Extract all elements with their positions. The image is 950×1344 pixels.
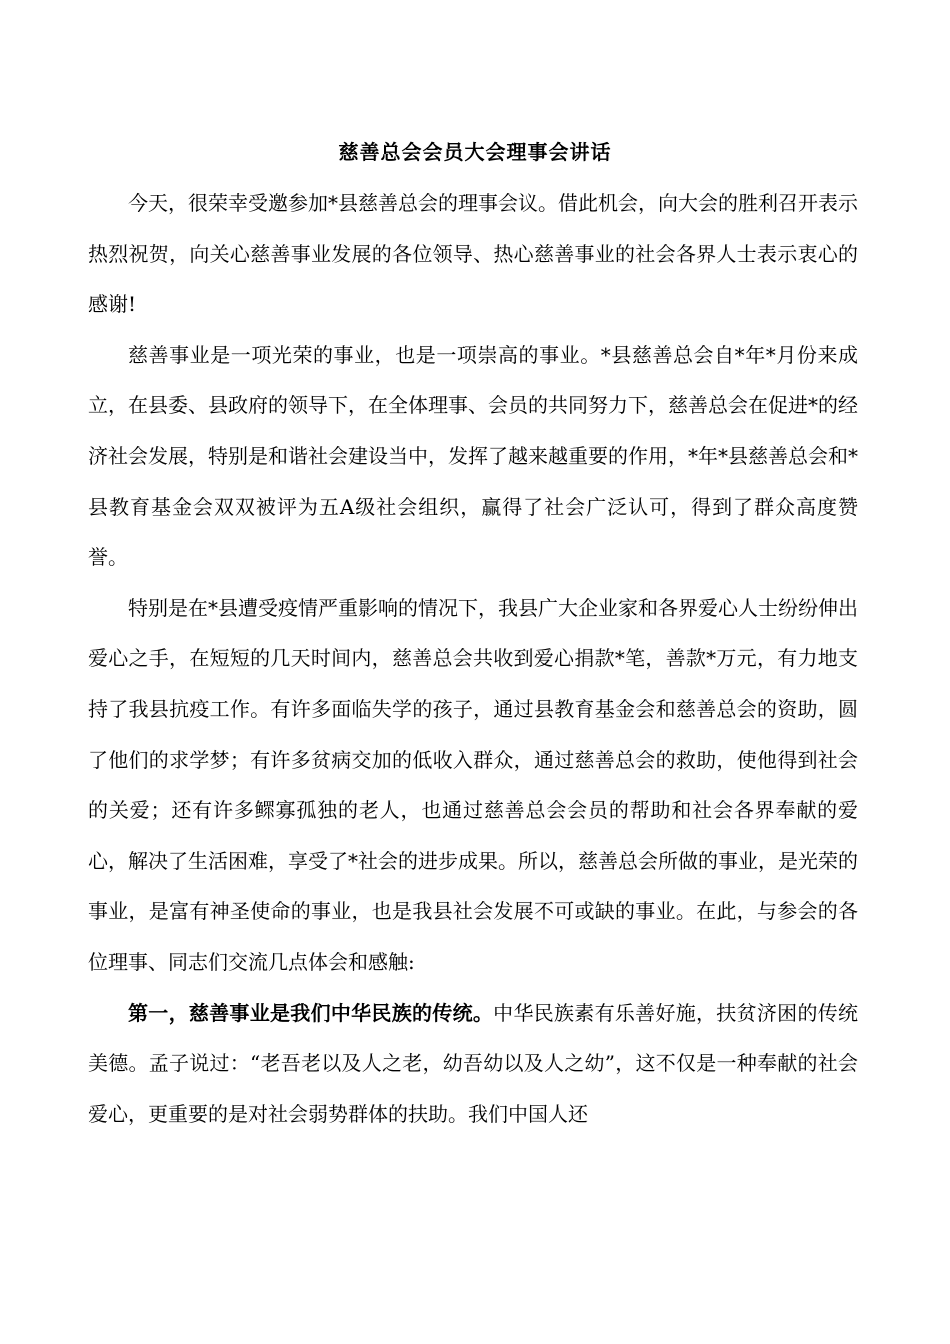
paragraph-opening: 今天，很荣幸受邀参加*县慈善总会的理事会议。借此机会，向大会的胜利召开表示热烈祝贺，向关心慈善事业发展的各位领导、热心慈善事业的社会各界人士表示衷心的感谢! [88,191,858,317]
point-one-text: 中华民族素有乐善好施，扶贫济困的传统美德。孟子说过：“老吾老以及人之老，幼吾幼以及人之幼”，这不仅是一种奉献的社会爱心，更重要的是对社会弱势群体的扶助。我们中国人还 [88,1000,859,1126]
paragraph-point-one [88,988,858,1140]
document-body [88,178,858,1139]
document-title: 慈善总会会员大会理事会讲话 [338,140,612,164]
point-one-heading: 第一，慈善事业是我们中华民族的传统。 [128,1000,494,1025]
paragraph-epidemic-support: 特别是在*县遭受疫情严重影响的情况下，我县广大企业家和各界爱心人士纷纷伸出爱心之手，在短短的几天时间内，慈善总会共收到爱心捐款*笔，善款*万元，有力地支持了我县抗疫工作。有许多面临失学的孩子，通过县教育基金会和慈善总会的资助，圆了他们的求学梦；有许多贫病交加的低收入群众，通过慈善总会的救助，使他得到社会的关爱；还有许多鳏寡孤独的老人，也通过慈善总会会员的帮助和社会各界奉献的爱心，解决了生活困难，享受了*社会的进步成果。所以，慈善总会所做的事业，是光荣的事业，是富有神圣使命的事业，也是我县社会发展不可或缺的事业。在此，与参会的各位理事、同志们交流几点体会和感触: [88,595,858,974]
paragraph-charity-cause: 慈善事业是一项光荣的事业，也是一项崇高的事业。*县慈善总会自*年*月份来成立，在县委、县政府的领导下，在全体理事、会员的共同努力下，慈善总会在促进*的经济社会发展，特别是和谐社会建设当中，发挥了越来越重要的作用，*年*县慈善总会和*县教育基金会双双被评为五A级社会组织，赢得了社会广泛认可，得到了群众高度赞誉。 [88,342,858,570]
